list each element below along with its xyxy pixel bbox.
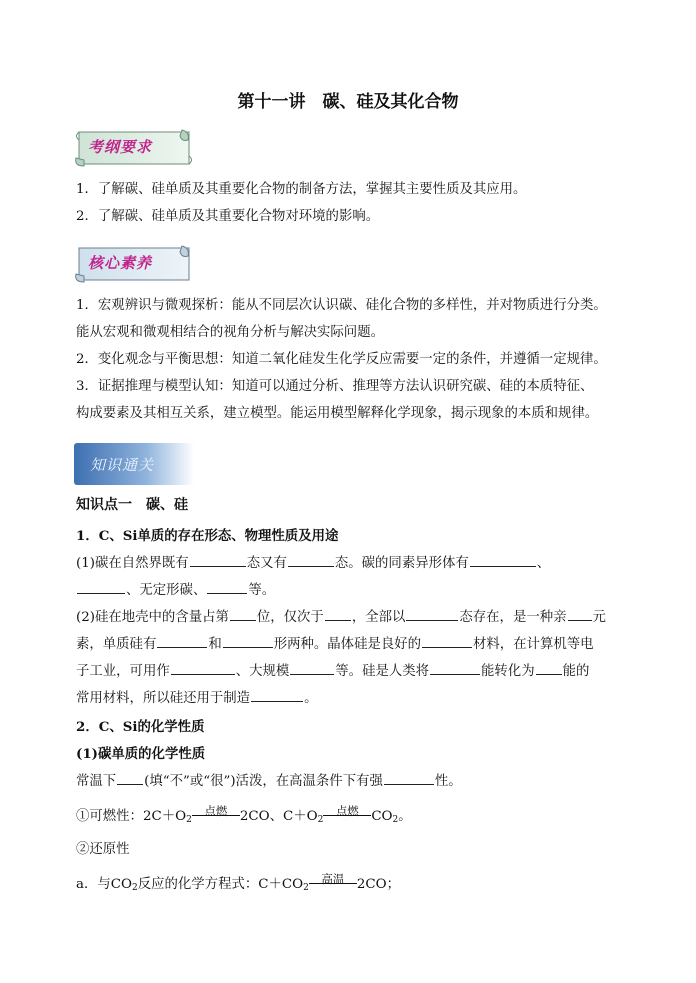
reaction-arrow: 高温 bbox=[309, 885, 357, 888]
banner-core-literacy bbox=[74, 242, 194, 286]
equation-combustion: ①可燃性：$2C+O_2$ 点燃 2CO、$C+O_2$ 点燃 $CO_2$。 bbox=[76, 804, 412, 825]
fill-blank[interactable] bbox=[470, 553, 536, 567]
fill-blank[interactable] bbox=[157, 634, 207, 648]
paragraph-silicon: (2)硅在地壳中的含量占第 位，仅次于 ，全部以 态存在，是一种亲 元 bbox=[76, 607, 606, 628]
paragraph-silicon-3: 子工业，可用作 、大规模 等。硅是人类将 能转化为 能的 bbox=[76, 661, 589, 682]
knowledge-point-title: 知识点一 碳、硅 bbox=[76, 497, 188, 513]
banner-label: 考纲要求 bbox=[88, 138, 153, 156]
fill-blank[interactable] bbox=[230, 607, 256, 621]
fill-blank[interactable] bbox=[288, 553, 334, 567]
fill-blank[interactable] bbox=[384, 771, 434, 785]
fill-blank[interactable] bbox=[406, 607, 458, 621]
fill-blank[interactable] bbox=[190, 553, 246, 567]
fill-blank[interactable] bbox=[171, 661, 235, 675]
subsection-1-heading: (1)碳单质的化学性质 bbox=[76, 746, 206, 762]
fill-blank[interactable] bbox=[430, 661, 480, 675]
page-title: 第十一讲 碳、硅及其化合物 bbox=[237, 92, 459, 112]
section-1-heading: 1．C、Si单质的存在形态、物理性质及用途 bbox=[76, 528, 339, 544]
banner-label: 知识通关 bbox=[90, 456, 155, 474]
fill-blank[interactable] bbox=[536, 661, 562, 675]
fill-blank[interactable] bbox=[251, 688, 303, 702]
paragraph-carbon-cont: 、无定形碳、 等。 bbox=[76, 580, 275, 601]
equation-co2: a．与$CO_2$反应的化学方程式：$C+CO_2$ 高温 2CO； bbox=[76, 872, 400, 893]
reaction-arrow: 点燃 bbox=[323, 817, 371, 820]
banner-knowledge bbox=[74, 443, 194, 485]
literacy-2: 2．变化观念与平衡思想：知道二氧化硅发生化学反应需要一定的条件，并遵循一定规律。 bbox=[76, 352, 607, 367]
reducibility-label: ②还原性 bbox=[76, 842, 130, 857]
paragraph-silicon-2: 素，单质硅有 和 形两种。晶体硅是良好的 材料，在计算机等电 bbox=[76, 634, 594, 655]
fill-blank[interactable] bbox=[325, 607, 351, 621]
reaction-arrow: 点燃 bbox=[192, 817, 240, 820]
fill-blank[interactable] bbox=[117, 771, 143, 785]
section-2-heading: 2．C、Si的化学性质 bbox=[76, 719, 205, 735]
requirement-1: 1．了解碳、硅单质及其重要化合物的制备方法，掌握其主要性质及其应用。 bbox=[76, 182, 527, 197]
banner-exam-requirements bbox=[74, 126, 194, 170]
fill-blank[interactable] bbox=[568, 607, 592, 621]
literacy-1: 1．宏观辨识与微观探析：能从不同层次认识碳、硅化合物的多样性，并对物质进行分类。 bbox=[76, 298, 607, 313]
fill-blank[interactable] bbox=[422, 634, 472, 648]
paragraph-carbon-reactivity: 常温下 (填“不”或“很”)活泼，在高温条件下有强 性。 bbox=[76, 771, 462, 792]
fill-blank[interactable] bbox=[223, 634, 273, 648]
fill-blank[interactable] bbox=[207, 580, 247, 594]
paragraph-carbon: (1)碳在自然界既有 态又有 态。碳的同素异形体有 、 bbox=[76, 553, 550, 574]
literacy-3-cont: 构成要素及其相互关系，建立模型。能运用模型解释化学现象，揭示现象的本质和规律。 bbox=[76, 406, 599, 421]
banner-label: 核心素养 bbox=[88, 254, 153, 272]
paragraph-silicon-4: 常用材料，所以硅还用于制造 。 bbox=[76, 688, 317, 709]
fill-blank[interactable] bbox=[77, 580, 125, 594]
fill-blank[interactable] bbox=[290, 661, 334, 675]
requirement-2: 2．了解碳、硅单质及其重要化合物对环境的影响。 bbox=[76, 209, 380, 224]
literacy-3: 3．证据推理与模型认知：知道可以通过分析、推理等方法认识研究碳、硅的本质特征、 bbox=[76, 379, 594, 394]
literacy-1-cont: 能从宏观和微观相结合的视角分析与解决实际问题。 bbox=[76, 325, 384, 340]
